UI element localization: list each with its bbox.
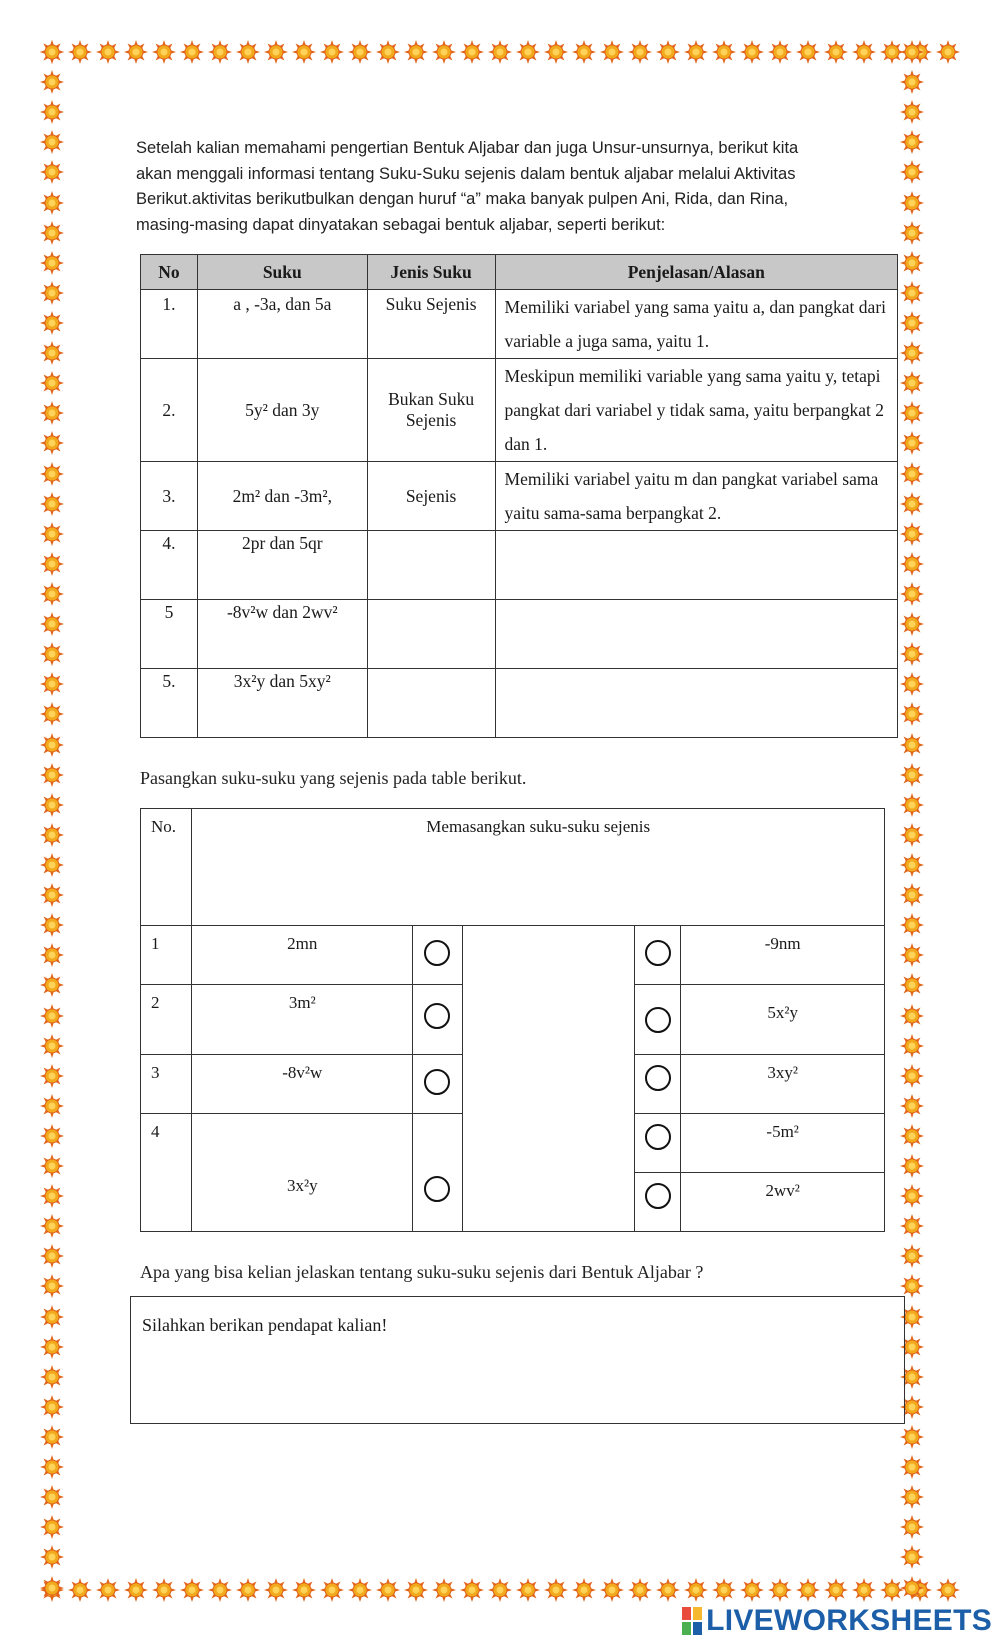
row-no: 5 <box>141 600 198 669</box>
sun-icon <box>152 40 176 64</box>
sun-icon <box>40 492 64 516</box>
sun-icon <box>768 1578 792 1602</box>
sun-icon <box>900 1154 924 1178</box>
sun-icon <box>432 40 456 64</box>
border-left <box>40 40 64 1600</box>
table-header-row <box>141 255 898 290</box>
circle-icon[interactable] <box>645 940 671 966</box>
sun-icon <box>40 1094 64 1118</box>
sun-icon <box>208 1578 232 1602</box>
sun-icon <box>900 1214 924 1238</box>
right-connector[interactable] <box>634 985 680 1055</box>
sun-icon <box>40 1425 64 1449</box>
sun-icon <box>40 462 64 486</box>
right-connector[interactable] <box>634 1173 680 1232</box>
row-jenis-input[interactable] <box>367 669 495 738</box>
matching-table <box>140 808 885 1232</box>
sun-icon <box>656 40 680 64</box>
intro-paragraph <box>136 136 866 238</box>
sun-icon <box>40 793 64 817</box>
sun-icon <box>152 1578 176 1602</box>
sun-icon <box>900 642 924 666</box>
sun-icon <box>376 40 400 64</box>
sun-icon <box>900 733 924 757</box>
sun-icon <box>900 763 924 787</box>
sun-icon <box>124 1578 148 1602</box>
border-bottom <box>40 1578 960 1602</box>
sun-icon <box>900 672 924 696</box>
sun-icon <box>516 1578 540 1602</box>
row-alasan-input[interactable] <box>495 531 897 600</box>
sun-icon <box>40 943 64 967</box>
sun-icon <box>376 1578 400 1602</box>
table-row <box>141 359 898 462</box>
sun-icon <box>900 1184 924 1208</box>
sun-icon <box>40 1515 64 1539</box>
matching-instruction: Pasangkan suku-suku yang sejenis pada table berikut. <box>140 768 527 788</box>
sun-icon <box>40 883 64 907</box>
sun-icon <box>68 40 92 64</box>
sun-icon <box>40 160 64 184</box>
sun-icon <box>900 823 924 847</box>
right-term: -9nm <box>681 926 885 985</box>
sun-icon <box>40 70 64 94</box>
sun-icon <box>40 853 64 877</box>
matching-row <box>141 926 885 985</box>
sun-icon <box>208 40 232 64</box>
sun-icon <box>900 371 924 395</box>
row-suku: 2pr dan 5qr <box>197 531 367 600</box>
row-no: 2. <box>141 359 198 462</box>
left-term: -8v²w <box>192 1055 413 1114</box>
sun-icon <box>824 40 848 64</box>
row-alasan-input[interactable] <box>495 600 897 669</box>
sun-icon <box>900 1545 924 1569</box>
sun-icon <box>900 552 924 576</box>
circle-icon[interactable] <box>424 1176 450 1202</box>
sun-icon <box>236 40 260 64</box>
row-suku: a , -3a, dan 5a <box>197 290 367 359</box>
sun-icon <box>900 311 924 335</box>
sun-icon <box>40 1214 64 1238</box>
sun-icon <box>40 1274 64 1298</box>
sun-icon <box>900 401 924 425</box>
sun-icon <box>96 1578 120 1602</box>
sun-icon <box>900 973 924 997</box>
sun-icon <box>40 552 64 576</box>
sun-icon <box>684 40 708 64</box>
intro-line: masing-masing dapat dinyatakan sebagai bentuk aljabar, seperti berikut: <box>136 215 666 234</box>
sun-icon <box>432 1578 456 1602</box>
sun-icon <box>40 973 64 997</box>
sun-icon <box>900 1425 924 1449</box>
circle-icon[interactable] <box>424 940 450 966</box>
matching-gap <box>462 926 634 1232</box>
sun-icon <box>236 1578 260 1602</box>
sun-icon <box>348 40 372 64</box>
sun-icon <box>460 40 484 64</box>
intro-line: Berikut.aktivitas berikutbulkan dengan huruf “a” maka banyak pulpen Ani, Rida, dan Rina, <box>136 190 789 208</box>
sun-icon <box>40 913 64 937</box>
sun-icon <box>684 1578 708 1602</box>
sun-icon <box>40 1064 64 1088</box>
matching-header-no: No. <box>141 809 192 926</box>
left-term: 2mn <box>192 926 413 985</box>
sun-icon <box>900 1515 924 1539</box>
sun-icon <box>900 221 924 245</box>
border-top <box>40 40 960 64</box>
sun-icon <box>768 40 792 64</box>
sun-icon <box>900 853 924 877</box>
sun-icon <box>404 1578 428 1602</box>
left-term: 3x²y <box>192 1114 413 1232</box>
left-no: 4 <box>141 1114 192 1232</box>
sun-icon <box>900 582 924 606</box>
row-no: 5. <box>141 669 198 738</box>
sun-icon <box>124 40 148 64</box>
sun-icon <box>900 1455 924 1479</box>
sun-icon <box>264 1578 288 1602</box>
sun-icon <box>40 401 64 425</box>
sun-icon <box>40 612 64 636</box>
row-suku: 2m² dan -3m², <box>197 462 367 531</box>
header-jenis-suku: Jenis Suku <box>367 255 495 290</box>
sun-icon <box>96 40 120 64</box>
sun-icon <box>900 341 924 365</box>
sun-icon <box>40 40 64 64</box>
sun-icon <box>900 251 924 275</box>
sun-icon <box>40 1154 64 1178</box>
sun-icon <box>40 1576 64 1600</box>
row-suku: 5y² dan 3y <box>197 359 367 462</box>
row-suku: -8v²w dan 2wv² <box>197 600 367 669</box>
sun-icon <box>900 702 924 726</box>
sun-icon <box>348 1578 372 1602</box>
circle-icon[interactable] <box>645 1124 671 1150</box>
sun-icon <box>320 1578 344 1602</box>
liveworksheets-icon <box>682 1607 702 1635</box>
intro-line: Setelah kalian memahami pengertian Bentuk Aljabar dan juga Unsur-unsurnya, berikut kita <box>136 139 799 157</box>
sun-icon <box>628 40 652 64</box>
sun-icon <box>404 40 428 64</box>
sun-icon <box>40 130 64 154</box>
sun-icon <box>900 1004 924 1028</box>
table-row <box>141 462 898 531</box>
row-jenis: Sejenis <box>367 462 495 531</box>
left-no: 2 <box>141 985 192 1055</box>
sun-icon <box>40 1455 64 1479</box>
row-no: 1. <box>141 290 198 359</box>
sun-icon <box>40 1395 64 1419</box>
sun-icon <box>900 281 924 305</box>
row-alasan: Memiliki variabel yang sama yaitu a, dan pangkat dari variable a juga sama, yaitu 1. <box>495 290 897 359</box>
sun-icon <box>900 1274 924 1298</box>
sun-icon <box>740 1578 764 1602</box>
table-row <box>141 290 898 359</box>
sun-icon <box>516 40 540 64</box>
sun-icon <box>40 672 64 696</box>
row-no: 3. <box>141 462 198 531</box>
left-no: 1 <box>141 926 192 985</box>
sun-icon <box>40 281 64 305</box>
sun-icon <box>796 1578 820 1602</box>
sun-icon <box>40 763 64 787</box>
sun-icon <box>292 1578 316 1602</box>
sun-icon <box>40 221 64 245</box>
sun-icon <box>740 40 764 64</box>
sun-icon <box>824 1578 848 1602</box>
circle-icon[interactable] <box>645 1065 671 1091</box>
sun-icon <box>460 1578 484 1602</box>
reflection-question: Apa yang bisa kelian jelaskan tentang suku-suku sejenis dari Bentuk Aljabar ? <box>140 1262 704 1282</box>
row-jenis: Bukan Suku Sejenis <box>367 359 495 462</box>
sun-icon <box>900 793 924 817</box>
sun-icon <box>40 251 64 275</box>
sun-icon <box>900 40 924 64</box>
left-connector[interactable] <box>413 1055 462 1114</box>
sun-icon <box>68 1578 92 1602</box>
sun-icon <box>180 1578 204 1602</box>
sun-icon <box>900 70 924 94</box>
liveworksheets-logo <box>682 1604 992 1638</box>
sun-icon <box>320 40 344 64</box>
sun-icon <box>900 1094 924 1118</box>
sun-icon <box>628 1578 652 1602</box>
sun-icon <box>544 1578 568 1602</box>
sun-icon <box>900 431 924 455</box>
sun-icon <box>40 1485 64 1509</box>
sun-icon <box>852 1578 876 1602</box>
sun-icon <box>40 1365 64 1389</box>
circle-icon[interactable] <box>645 1007 671 1033</box>
row-alasan: Memiliki variabel yaitu m dan pangkat variabel sama yaitu sama-sama berpangkat 2. <box>495 462 897 531</box>
left-connector[interactable] <box>413 926 462 985</box>
sun-icon <box>900 883 924 907</box>
right-connector[interactable] <box>634 1114 680 1173</box>
table-row <box>141 531 898 600</box>
sun-icon <box>900 1576 924 1600</box>
right-term: -5m² <box>681 1114 885 1173</box>
sun-icon <box>900 1244 924 1268</box>
right-term: 2wv² <box>681 1173 885 1232</box>
sun-icon <box>40 1335 64 1359</box>
matching-header-title: Memasangkan suku-suku sejenis <box>192 809 885 926</box>
row-jenis: Suku Sejenis <box>367 290 495 359</box>
right-connector[interactable] <box>634 926 680 985</box>
sun-icon <box>40 1184 64 1208</box>
sun-icon <box>264 40 288 64</box>
sun-icon <box>900 492 924 516</box>
sun-icon <box>572 40 596 64</box>
sun-icon <box>40 1004 64 1028</box>
sun-icon <box>712 1578 736 1602</box>
sun-icon <box>900 1064 924 1088</box>
sun-icon <box>40 1545 64 1569</box>
sun-icon <box>712 40 736 64</box>
sun-icon <box>900 462 924 486</box>
sun-icon <box>40 1244 64 1268</box>
sun-icon <box>900 943 924 967</box>
sun-icon <box>40 823 64 847</box>
sun-icon <box>600 1578 624 1602</box>
sun-icon <box>572 1578 596 1602</box>
row-jenis-input[interactable] <box>367 531 495 600</box>
sun-icon <box>40 642 64 666</box>
sun-icon <box>40 341 64 365</box>
right-term: 5x²y <box>681 985 885 1055</box>
sun-icon <box>488 40 512 64</box>
suku-sejenis-table <box>140 254 898 738</box>
sun-icon <box>936 1578 960 1602</box>
header-penjelasan: Penjelasan/Alasan <box>495 255 897 290</box>
sun-icon <box>40 100 64 124</box>
sun-icon <box>600 40 624 64</box>
sun-icon <box>900 191 924 215</box>
row-jenis-input[interactable] <box>367 600 495 669</box>
circle-icon[interactable] <box>424 1003 450 1029</box>
sun-icon <box>40 371 64 395</box>
matching-header-row <box>141 809 885 926</box>
sun-icon <box>900 160 924 184</box>
sun-icon <box>292 40 316 64</box>
sun-icon <box>180 40 204 64</box>
table-row <box>141 600 898 669</box>
left-connector[interactable] <box>413 985 462 1055</box>
header-suku: Suku <box>197 255 367 290</box>
sun-icon <box>40 582 64 606</box>
sun-icon <box>488 1578 512 1602</box>
sun-icon <box>40 522 64 546</box>
left-connector[interactable] <box>413 1114 462 1232</box>
sun-icon <box>900 522 924 546</box>
sun-icon <box>40 1305 64 1329</box>
sun-icon <box>900 1485 924 1509</box>
circle-icon[interactable] <box>424 1069 450 1095</box>
sun-icon <box>936 40 960 64</box>
sun-icon <box>40 191 64 215</box>
row-alasan-input[interactable] <box>495 669 897 738</box>
sun-icon <box>544 40 568 64</box>
sun-icon <box>40 431 64 455</box>
sun-icon <box>900 1034 924 1058</box>
row-no: 4. <box>141 531 198 600</box>
row-suku: 3x²y dan 5xy² <box>197 669 367 738</box>
sun-icon <box>900 1124 924 1148</box>
circle-icon[interactable] <box>645 1183 671 1209</box>
header-no: No <box>141 255 198 290</box>
sun-icon <box>40 733 64 757</box>
liveworksheets-text: LIVEWORKSHEETS <box>706 1604 992 1637</box>
sun-icon <box>852 40 876 64</box>
sun-icon <box>40 702 64 726</box>
answer-placeholder: Silahkan berikan pendapat kalian! <box>142 1315 388 1335</box>
sun-icon <box>796 40 820 64</box>
sun-icon <box>900 130 924 154</box>
sun-icon <box>900 913 924 937</box>
intro-line: akan menggali informasi tentang Suku-Suku sejenis dalam bentuk aljabar melalui Aktivitas <box>136 164 796 183</box>
sun-icon <box>656 1578 680 1602</box>
left-no: 3 <box>141 1055 192 1114</box>
left-term: 3m² <box>192 985 413 1055</box>
sun-icon <box>900 612 924 636</box>
right-term: 3xy² <box>681 1055 885 1114</box>
answer-textbox[interactable] <box>130 1296 905 1424</box>
sun-icon <box>40 1124 64 1148</box>
table-row <box>141 669 898 738</box>
sun-icon <box>900 100 924 124</box>
row-alasan: Meskipun memiliki variable yang sama yaitu y, tetapi pangkat dari variabel y tidak sama, yaitu berpangkat 2 dan 1. <box>495 359 897 462</box>
right-connector[interactable] <box>634 1055 680 1114</box>
sun-icon <box>40 311 64 335</box>
sun-icon <box>40 1034 64 1058</box>
